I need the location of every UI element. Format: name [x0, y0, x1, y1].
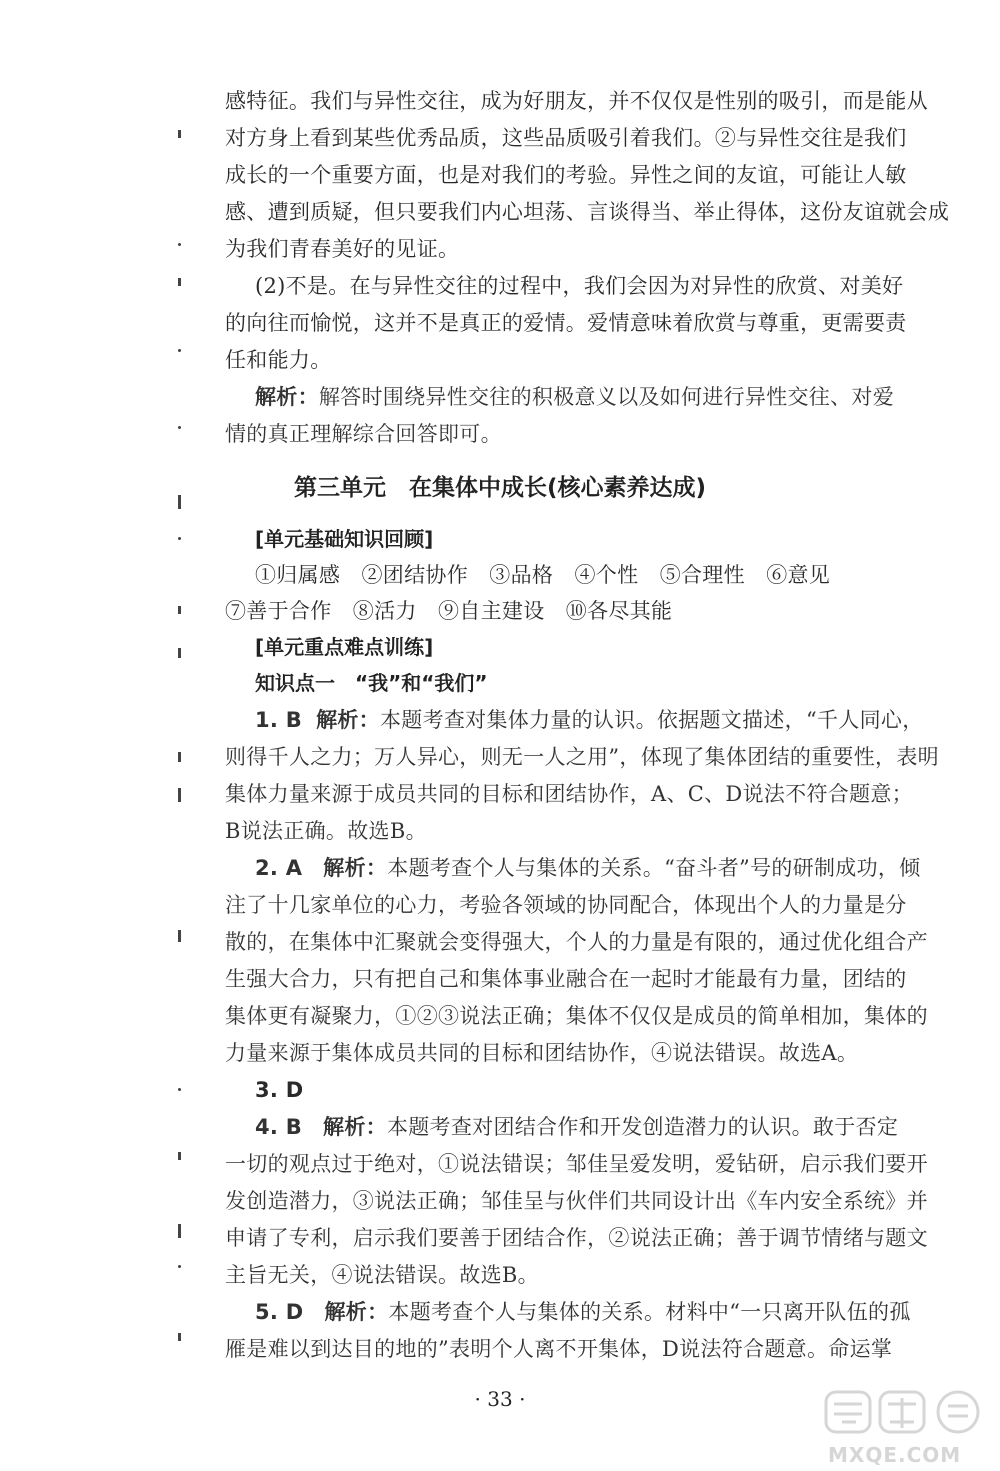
question-5-line	[255, 1298, 911, 1326]
answer-2-line: (2)不是。在与异性交往的过程中，我们会因为对异性的欣赏、对美好	[255, 274, 904, 298]
margin-mark	[178, 648, 181, 658]
question-1-line: B说法正确。故选B。	[225, 819, 427, 843]
knowledge-point-heading: 知识点一 “我”和“我们”	[255, 671, 488, 695]
question-2-line: 集体更有凝聚力，①②③说法正确；集体不仅仅是成员的简单相加，集体的	[225, 1004, 928, 1028]
question-1-line: 集体力量来源于成员共同的目标和团结协作，A、C、D说法不符合题意；	[225, 782, 913, 806]
analysis-line	[255, 383, 894, 411]
question-5-line: 雁是难以到达目的地的”表明个人离不开集体，D说法符合题意。命运掌	[225, 1337, 893, 1361]
margin-dot	[178, 243, 181, 246]
question-number: 3. D	[255, 1078, 304, 1102]
body-line: 成长的一个重要方面，也是对我们的考验。异性之间的友谊，可能让人敏	[225, 163, 907, 187]
watermark-logo	[820, 1388, 990, 1468]
margin-dot	[178, 349, 181, 352]
question-2-line: 散的，在集体中汇聚就会变得强大，个人的力量是有限的，通过优化组合产	[225, 930, 928, 954]
question-4-line: 一切的观点过于绝对，①说法错误；邹佳呈爱发明，爱钻研，启示我们要开	[225, 1152, 928, 1176]
analysis-text: 解答时围绕异性交往的积极意义以及如何进行异性交往、对爱	[318, 385, 895, 409]
body-line: 对方身上看到某些优秀品质，这些品质吸引着我们。②与异性交往是我们	[225, 126, 907, 150]
margin-mark	[178, 1224, 181, 1238]
question-2-line: 注了十几家单位的心力，考验各领域的协同配合，体现出个人的力量是分	[225, 893, 907, 917]
analysis-label: 解析：	[323, 1115, 387, 1139]
question-2-line: 生强大合力，只有把自己和集体事业融合在一起时才能最有力量，团结的	[225, 967, 907, 991]
answer-2-line: 任和能力。	[225, 348, 332, 372]
question-4-line	[255, 1113, 898, 1141]
question-4-line: 申请了专利，启示我们要善于团结合作，②说法正确；善于调节情绪与题文	[225, 1226, 928, 1250]
margin-mark	[178, 606, 181, 614]
analysis-text: 本题考查对团结合作和开发创造潜力的认识。敢于否定	[386, 1115, 899, 1139]
question-3-line	[255, 1076, 304, 1104]
margin-mark	[178, 130, 181, 138]
analysis-text: 本题考查对集体力量的认识。依据题文描述，“千人同心，	[379, 708, 924, 732]
training-heading: [单元重点难点训练]	[255, 635, 434, 659]
question-number: 5. D	[255, 1300, 304, 1324]
answer-2-line: 的向往而愉悦，这并不是真正的爱情。爱情意味着欣赏与尊重，更需要责	[225, 311, 907, 335]
margin-dot	[178, 426, 181, 429]
analysis-line: 情的真正理解综合回答即可。	[225, 422, 502, 446]
margin-mark	[178, 278, 181, 286]
review-line: ①归属感 ②团结协作 ③品格 ④个性 ⑤合理性 ⑥意见	[255, 563, 831, 587]
question-2-line	[255, 854, 920, 882]
review-heading: [单元基础知识回顾]	[255, 527, 434, 551]
question-4-line: 发创造潜力，③说法正确；邹佳呈与伙伴们共同设计出《车内安全系统》并	[225, 1189, 928, 1213]
question-number: 4. B	[255, 1115, 303, 1139]
page-number: · 33 ·	[474, 1387, 526, 1411]
margin-mark	[178, 930, 181, 942]
question-4-line: 主旨无关，④说法错误。故选B。	[225, 1263, 539, 1287]
question-number: 2. A	[255, 856, 303, 880]
analysis-label: 解析：	[324, 1300, 389, 1324]
question-1-line: 则得千人之力；万人异心，则无一人之用”，体现了集体团结的重要性，表明	[225, 745, 939, 769]
body-line: 感特征。我们与异性交往，成为好朋友，并不仅仅是性别的吸引，而是能从	[225, 89, 928, 113]
question-number: 1. B	[255, 708, 303, 732]
body-line: 感、遭到质疑，但只要我们内心坦荡、言谈得当、举止得体，这份友谊就会成	[225, 200, 950, 224]
margin-mark	[178, 788, 181, 802]
question-2-line: 力量来源于集体成员共同的目标和团结协作，④说法错误。故选A。	[225, 1041, 859, 1065]
margin-dot	[178, 1088, 181, 1091]
analysis-text: 本题考查个人与集体的关系。“奋斗者”号的研制成功，倾	[387, 856, 921, 880]
review-line: ⑦善于合作 ⑧活力 ⑨自主建设 ⑩各尽其能	[225, 599, 673, 623]
question-1-line	[255, 706, 924, 734]
analysis-text: 本题考查个人与集体的关系。材料中“一只离开队伍的孤	[388, 1300, 911, 1324]
margin-dot	[178, 1265, 181, 1268]
svg-text:MXQE.COM: MXQE.COM	[828, 1443, 962, 1467]
analysis-label: 解析：	[255, 385, 319, 409]
margin-mark	[178, 1152, 181, 1160]
unit-title: 第三单元 在集体中成长(核心素养达成)	[293, 475, 707, 501]
body-line: 为我们青春美好的见证。	[225, 237, 460, 261]
margin-dot	[178, 537, 181, 540]
margin-mark	[178, 1333, 181, 1341]
analysis-label: 解析：	[316, 708, 380, 732]
margin-mark	[178, 752, 181, 762]
analysis-label: 解析：	[323, 856, 388, 880]
